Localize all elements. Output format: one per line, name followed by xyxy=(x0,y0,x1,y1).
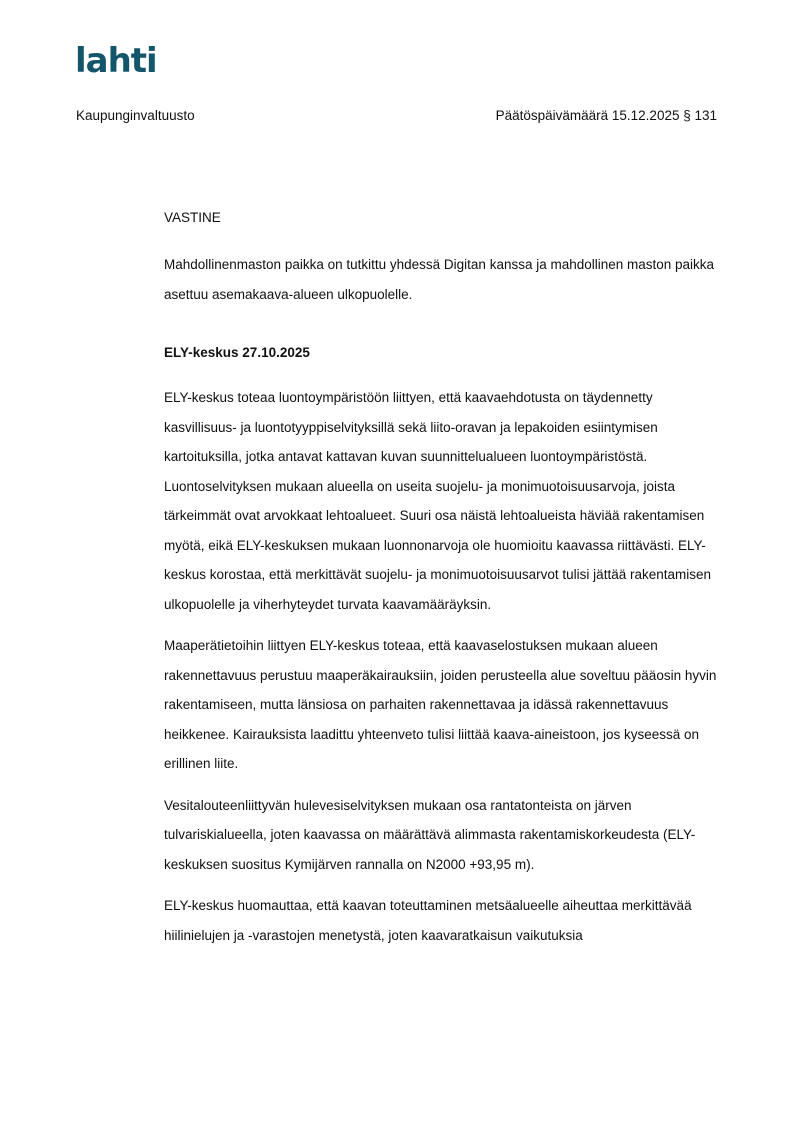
ely-paragraph-water: Vesitalouteenliittyvän hulevesiselvityksen mukaan osa rantatonteista on järven tulvariskialueella, joten kaavassa on määrättävä alimmasta rakentamiskorkeudesta (ELY-keskuksen suositus Kymijärven rannalla on N2000 +93,95 m). xyxy=(164,797,696,872)
ely-paragraph-soil: Maaperätietoihin liittyen ELY-keskus toteaa, että kaavaselostuksen mukaan alueen rakennettavuus perustuu maaperäkairauksiin, joiden perusteella alue soveltuu pääosin hyvin rakentamiseen, mutta länsiosa on parhaiten rakennettavaa ja idässä rakennettavuus heikkenee. Kairauksista laadittu yhteenveto tulisi liittää kaava-aineistoon, jos kyseessä on erillinen liite. xyxy=(164,638,717,771)
response-text: Mahdollinenmaston paikka on tutkittu yhdessä Digitan kanssa ja mahdollinen maston paikka asettuu asemakaava-alueen ulkopuolelle. xyxy=(164,257,715,302)
organisation-label: Kaupunginvaltuusto xyxy=(76,108,195,123)
ely-paragraph-carbon: ELY-keskus huomauttaa, että kaavan toteuttaminen metsäalueelle aiheuttaa merkittävää hiilinielujen ja -varastojen menetystä, joten kaavaratkaisun vaikutuksia xyxy=(164,898,692,943)
document-body xyxy=(164,208,720,950)
response-label: VASTINE xyxy=(164,210,221,225)
ely-heading: ELY-keskus 27.10.2025 xyxy=(164,345,310,360)
ely-paragraph-nature: ELY-keskus toteaa luontoympäristöön liittyen, että kaavaehdotusta on täydennetty kasvillisuus- ja luontotyyppiselvityksillä sekä liito-oravan ja lepakoiden esiintymisen kartoituksilla, jotka antavat kattavan kuvan suunnittelualueen luontoympäristöstä. Luontoselvityksen mukaan alueella on useita suojelu- ja monimuotoisuusarvoja, joista tärkeimmät ovat arvokkaat lehtoalueet. Suuri osa näistä lehtoalueista häviää rakentamisen myötä, eikä ELY-keskuksen mukaan luonnonarvoja ole huomioitu kaavassa riittävästi. ELY-keskus korostaa, että merkittävät suojelu- ja monimuotoisuusarvot tulisi jättää rakentamisen ulkopuolelle ja viherhyteydet turvata kaavamääräyksin. xyxy=(164,390,712,612)
decision-date: Päätöspäivämäärä 15.12.2025 § 131 xyxy=(495,108,717,123)
lahti-logo: lahti xyxy=(75,41,157,81)
